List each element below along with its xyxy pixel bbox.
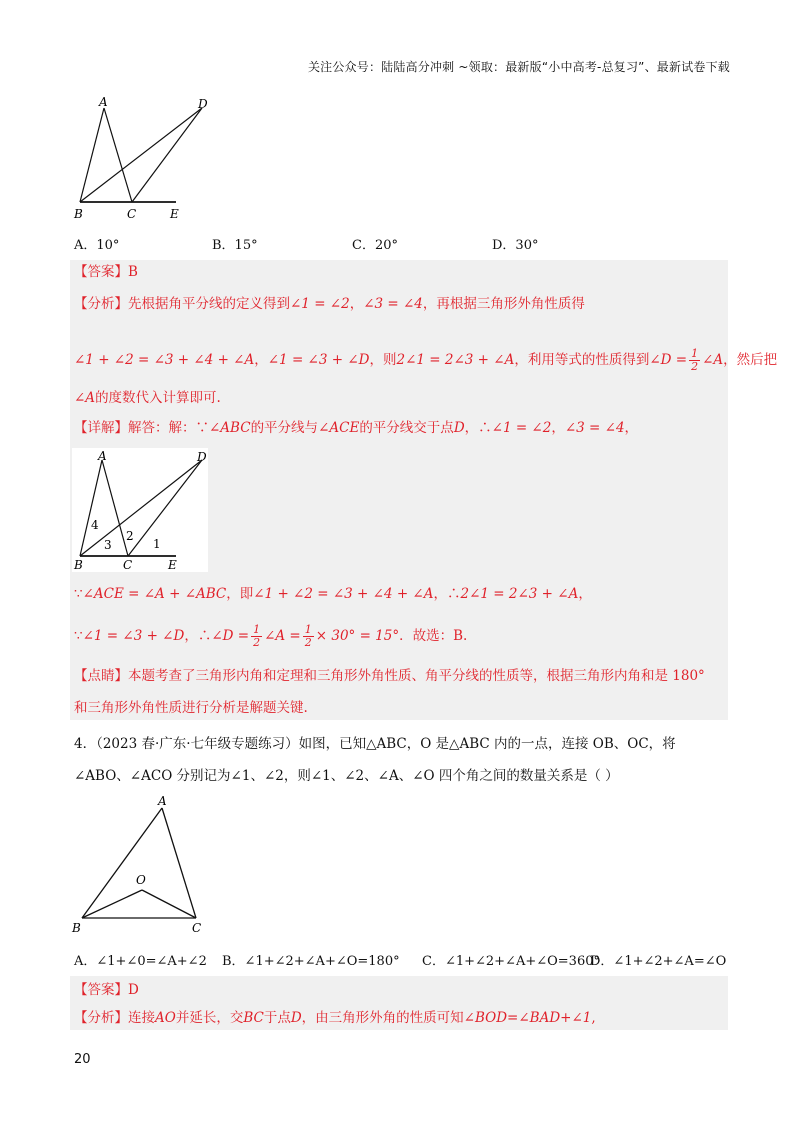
q3-detail-line-2 <box>74 584 592 604</box>
math: × 30° = 15° <box>315 628 400 644</box>
math: AO <box>155 1010 176 1026</box>
q3-comment-line-1 <box>74 666 705 686</box>
numerator: 1 <box>691 347 699 360</box>
text: 解答：解：∵ <box>128 420 209 436</box>
q4-stem-line-2: ∠ABO、∠ACO 分别记为∠1、∠2，则∠1、∠2、∠A、∠O 四个角之间的数量关系是（ ） <box>74 768 619 784</box>
text: ，则 <box>369 352 397 368</box>
q4-analysis <box>74 1008 596 1028</box>
answer-tag: 【答案】 <box>74 982 128 998</box>
math: BC <box>243 1010 264 1026</box>
text: ，∴ <box>464 420 492 436</box>
text: ，∴ <box>184 628 212 644</box>
answer-tag: 【答案】 <box>74 264 128 280</box>
q4-option-c: C．∠1+∠2+∠A+∠O=360° <box>422 954 600 969</box>
q4-answer <box>74 980 139 1000</box>
q3-detail-line-1 <box>74 418 638 438</box>
numerator: 1 <box>253 623 261 636</box>
q4-option-b: B．∠1+∠2+∠A+∠O=180° <box>222 954 400 969</box>
answer-value: B <box>128 264 138 280</box>
label-c: C <box>123 558 133 572</box>
math: ∠ACE <box>318 420 360 436</box>
q3-answer <box>74 262 138 282</box>
math: ∠1 + ∠2 = ∠3 + ∠4 + ∠A <box>74 352 255 368</box>
text: 先根据角平分线的定义得到 <box>128 296 290 312</box>
answer-value: D <box>128 982 139 998</box>
q4-stem-line-1: 4．（2023 春·广东·七年级专题练习）如图，已知△ABC，O 是△ABC 内的一点，连接 OB、OC，将 <box>74 736 676 752</box>
angle-3-label: 3 <box>104 538 112 552</box>
math: D <box>453 420 465 436</box>
text: ， <box>551 420 565 436</box>
text: 的平分线交于点 <box>359 420 454 436</box>
math: ∠1 + ∠2 = ∠3 + ∠4 + ∠A <box>253 586 434 602</box>
label-e: E <box>170 207 179 221</box>
q3-option-c: C．20° <box>352 238 398 253</box>
denominator: 2 <box>253 636 261 649</box>
angle-4-label: 4 <box>91 518 99 532</box>
analysis-tag: 【分析】 <box>74 296 128 312</box>
angle-1-label: 1 <box>153 537 161 551</box>
math: ∠ACE = ∠A + ∠ABC <box>82 586 227 602</box>
q3-option-a: A．10° <box>74 238 120 253</box>
text: ∵ <box>74 628 83 644</box>
q3-option-d: D．30° <box>492 238 539 253</box>
text: 于点 <box>263 1010 291 1026</box>
text: ，然后把 <box>723 352 778 368</box>
math: ∠A = <box>264 628 301 644</box>
text: ．故选：B. <box>399 628 468 644</box>
label-c: C <box>192 921 202 935</box>
label-d: D <box>197 450 207 464</box>
math: ∠1 = ∠3 + ∠D <box>267 352 370 368</box>
page-number: 20 <box>74 1052 91 1067</box>
label-d: D <box>198 97 208 111</box>
math: ∠D = <box>211 628 250 644</box>
label-c: C <box>127 207 137 221</box>
label-a: A <box>98 449 107 463</box>
math: 2∠1 = 2∠3 + ∠A <box>460 586 579 602</box>
text: 的度数代入计算即可. <box>95 390 221 406</box>
label-e: E <box>168 558 177 572</box>
text: ， <box>624 420 639 436</box>
q4-option-d: D．∠1+∠2+∠A=∠O <box>590 954 727 969</box>
math: ∠3 = ∠4 <box>564 420 625 436</box>
fraction <box>251 624 262 649</box>
math: ∠1 = ∠2 <box>290 296 350 312</box>
math: D <box>290 1010 302 1026</box>
detail-tag: 【详解】 <box>74 420 128 436</box>
label-b: B <box>74 558 83 572</box>
q4-options <box>74 950 734 970</box>
angle-2-label: 2 <box>126 529 134 543</box>
denominator: 2 <box>304 636 312 649</box>
label-b: B <box>72 921 81 935</box>
text: ，∴ <box>433 586 461 602</box>
text: 并延长，交 <box>175 1010 244 1026</box>
label-a: A <box>158 794 167 808</box>
text: ，由三角形外角的性质可知 <box>301 1010 464 1026</box>
numerator: 1 <box>304 623 312 636</box>
fraction <box>303 624 314 649</box>
q3-option-b: B．15° <box>212 238 258 253</box>
denominator: 2 <box>691 360 699 373</box>
text: ， <box>254 352 268 368</box>
q3-analysis-line-2 <box>74 346 777 374</box>
text: ，即 <box>226 586 254 602</box>
page-header: 关注公众号：陆陆高分冲刺 ~领取：最新版“小中高考-总复习”、最新试卷下载 <box>307 60 730 74</box>
text: ，再根据三角形外角性质得 <box>422 296 585 312</box>
math: ∠1 = ∠3 + ∠D <box>82 628 185 644</box>
text: ∵ <box>74 586 83 602</box>
q3-comment-line-2: 和三角形外角性质进行分析是解题关键. <box>74 700 308 716</box>
fraction <box>689 348 700 373</box>
text: ，利用等式的性质得到 <box>514 352 650 368</box>
text: 本题考查了三角形内角和定理和三角形外角性质、角平分线的性质等，根据三角形内角和是 180° <box>128 668 705 684</box>
math: ∠ABC <box>209 420 251 436</box>
text: 的平分线与 <box>250 420 319 436</box>
q3-analysis-line-3 <box>74 388 221 408</box>
label-o: O <box>136 873 146 887</box>
text: ， <box>349 296 364 312</box>
math: ∠D = <box>649 352 688 368</box>
label-a: A <box>99 96 108 109</box>
math: ∠3 = ∠4 <box>363 296 423 312</box>
math: ∠1 = ∠2 <box>491 420 552 436</box>
figure-triangle-abc-o <box>70 792 220 940</box>
comment-tag: 【点睛】 <box>74 668 128 684</box>
analysis-tag: 【分析】 <box>74 1010 128 1026</box>
q3-detail-line-3 <box>74 622 467 650</box>
math: 2∠1 = 2∠3 + ∠A <box>396 352 515 368</box>
math: ∠BOD=∠BAD+∠1 <box>463 1010 592 1026</box>
label-b: B <box>74 207 83 221</box>
text: ， <box>578 586 592 602</box>
text: , <box>591 1010 596 1026</box>
math: ∠A <box>702 352 724 368</box>
figure-triangle-labelled <box>72 448 208 572</box>
figure-triangle-abcde <box>72 96 222 224</box>
text: 连接 <box>128 1010 155 1026</box>
q3-options <box>74 234 734 254</box>
math: ∠A <box>74 390 96 406</box>
q3-analysis-line-1 <box>74 294 585 314</box>
q4-option-a: A．∠1+∠0=∠A+∠2 <box>74 954 207 969</box>
